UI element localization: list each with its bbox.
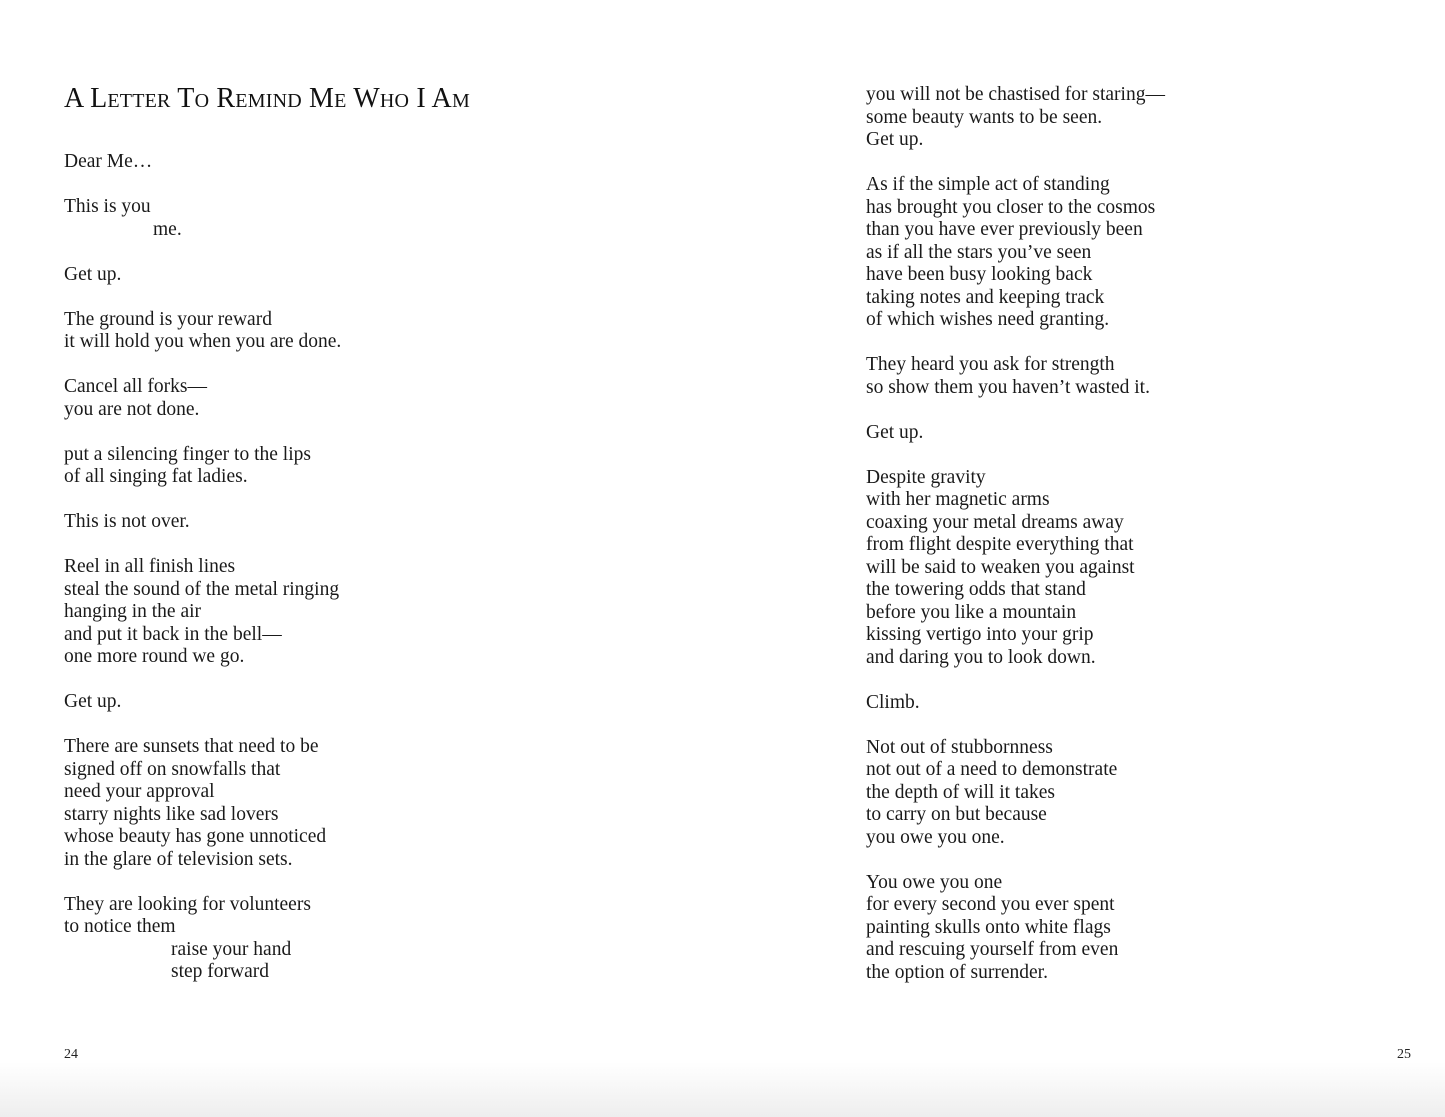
- poem-line: and daring you to look down.: [866, 646, 1096, 668]
- poem-line: you are not done.: [64, 398, 200, 420]
- poem-title: A Letter To Remind Me Who I Am: [64, 83, 470, 114]
- poem-line: Despite gravity: [866, 466, 986, 488]
- poem-line: has brought you closer to the cosmos: [866, 196, 1156, 218]
- poem-line: not out of a need to demonstrate: [866, 759, 1118, 780]
- stanza: [64, 556, 341, 669]
- poem-line: Get up.: [866, 421, 924, 443]
- poem-line: This is not over.: [64, 511, 190, 532]
- poem-line: to notice them: [64, 916, 176, 937]
- stanza: [866, 467, 1165, 670]
- stanza: [64, 309, 341, 354]
- poem-line: painting skulls onto white flags: [866, 916, 1111, 938]
- poem-line: and put it back in the bell—: [64, 623, 282, 645]
- stanza: [866, 737, 1165, 850]
- stanza: [866, 354, 1165, 399]
- poem-line: some beauty wants to be seen.: [866, 106, 1103, 128]
- poem-line: than you have ever previously been: [866, 219, 1143, 240]
- poem-line: As if the simple act of standing: [866, 174, 1110, 195]
- poem-line: kissing vertigo into your grip: [866, 624, 1094, 645]
- poem-line: steal the sound of the metal ringing: [64, 578, 340, 600]
- poem-line: Get up.: [64, 691, 122, 712]
- poem-line: You owe you one: [866, 871, 1003, 893]
- poem-line: me.: [153, 218, 182, 240]
- stanza: [64, 264, 341, 287]
- poem-line: in the glare of television sets.: [64, 848, 293, 870]
- poem-line: put a silencing finger to the lips: [64, 443, 311, 465]
- poem-line: signed off on snowfalls that: [64, 758, 281, 780]
- poem-line: so show them you haven’t wasted it.: [866, 376, 1150, 398]
- right-page: [722, 0, 1445, 1117]
- poem-line: one more round we go.: [64, 646, 245, 667]
- poem-line: starry nights like sad lovers: [64, 803, 279, 825]
- stanza: [64, 511, 341, 534]
- stanza: [64, 444, 341, 489]
- stanza: [64, 736, 341, 871]
- poem-line: Cancel all forks—: [64, 376, 207, 397]
- stanza: [64, 376, 341, 421]
- poem-line: They are looking for volunteers: [64, 893, 311, 915]
- poem-line: with her magnetic arms: [866, 489, 1050, 510]
- poem-line: whose beauty has gone unnoticed: [64, 826, 327, 847]
- poem-line: will be said to weaken you against: [866, 556, 1135, 578]
- left-poem-body: [64, 151, 341, 984]
- right-poem-body: [866, 84, 1165, 984]
- poem-line: of all singing fat ladies.: [64, 466, 248, 487]
- stanza: [64, 691, 341, 714]
- poem-line: to carry on but because: [866, 804, 1047, 825]
- poem-line: coaxing your metal dreams away: [866, 511, 1124, 533]
- poem-line: They heard you ask for strength: [866, 354, 1115, 375]
- poem-line: Climb.: [866, 691, 920, 713]
- poem-line: Dear Me…: [64, 151, 153, 172]
- stanza: [866, 422, 1165, 445]
- poem-line: Get up.: [64, 263, 122, 285]
- stanza: [866, 872, 1165, 985]
- poem-line: for every second you ever spent: [866, 894, 1115, 915]
- poem-line: and rescuing yourself from even: [866, 939, 1119, 960]
- poem-line: the depth of will it takes: [866, 781, 1056, 803]
- poem-line: from flight despite everything that: [866, 534, 1134, 555]
- poem-line: need your approval: [64, 781, 215, 802]
- stanza: [64, 894, 341, 984]
- page-number-right: 25: [1397, 1047, 1411, 1062]
- page-number-left: 24: [64, 1047, 78, 1062]
- poem-line: Get up.: [866, 129, 924, 150]
- left-page: [0, 0, 722, 1117]
- poem-line: raise your hand: [171, 938, 292, 960]
- poem-line: as if all the stars you’ve seen: [866, 241, 1092, 263]
- poem-line: it will hold you when you are done.: [64, 331, 342, 352]
- stanza: [64, 196, 341, 241]
- poem-line: taking notes and keeping track: [866, 286, 1105, 308]
- poem-line: the towering odds that stand: [866, 579, 1086, 600]
- poem-line: have been busy looking back: [866, 264, 1093, 285]
- poem-line: step forward: [171, 961, 270, 982]
- poem-line: hanging in the air: [64, 601, 202, 622]
- poem-line: Not out of stubbornness: [866, 736, 1053, 758]
- poem-line: There are sunsets that need to be: [64, 736, 319, 757]
- poem-line: the option of surrender.: [866, 961, 1048, 983]
- poem-line: before you like a mountain: [866, 601, 1077, 623]
- stanza: [866, 692, 1165, 715]
- poem-line: Reel in all finish lines: [64, 556, 236, 577]
- stanza: [866, 174, 1165, 332]
- poem-line: you will not be chastised for staring—: [866, 84, 1165, 105]
- poem-line: This is you: [64, 196, 151, 217]
- poem-line: you owe you one.: [866, 826, 1005, 848]
- poem-line: of which wishes need granting.: [866, 309, 1110, 330]
- stanza: [866, 84, 1165, 152]
- stanza: [64, 151, 341, 174]
- poem-line: The ground is your reward: [64, 308, 272, 330]
